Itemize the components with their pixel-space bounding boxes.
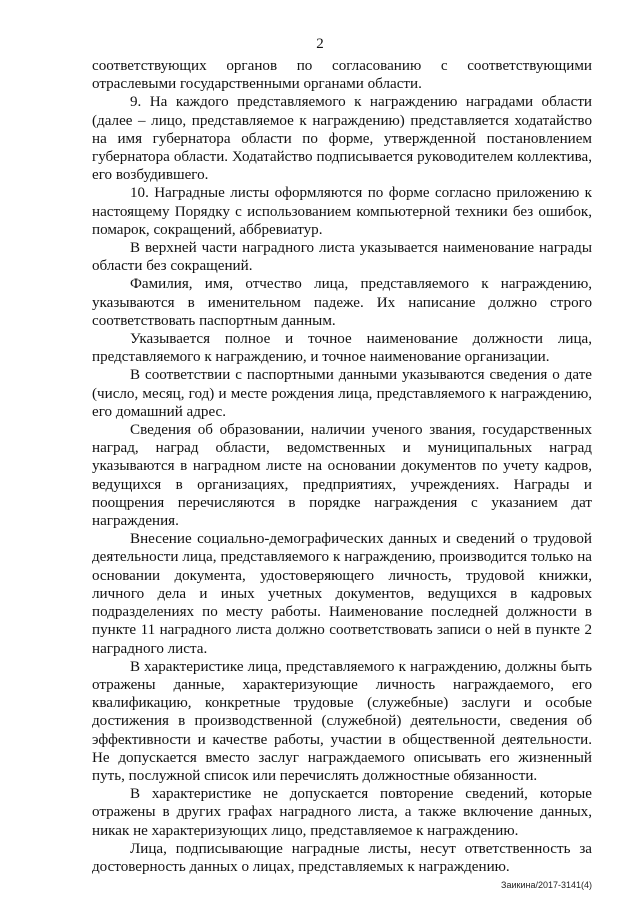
paragraph-work-history: Внесение социально-демографических данных и сведений о трудовой деятельности лица, представляемого к награждению, производится только на основании документа, удостоверяющего личность, трудовой книжки, личного дела и иных учетных документов, ведущихся в кадровых подразделениях по месту работы. Наименование последней должности в пункте 11 наградного листа должно соответствовать записи о ней в пункте 2 наградного листа.: [92, 531, 592, 657]
paragraph-award-name: В верхней части наградного листа указывается наименование награды области без сокращений.: [92, 240, 592, 275]
paragraph-birth-data: В соответствии с паспортными данными указываются сведения о дате (число, месяц, год) и месте рождения лица, представляемого к награждению, его домашний адрес.: [92, 367, 592, 420]
paragraph-characteristic: В характеристике лица, представляемого к награждению, должны быть отражены данные, характеризующие личность награждаемого, его квалификацию, конкретные трудовые (служебные) заслуги и особые достижения в производственной (служебной) деятельности, сведения об эффективности и качестве работы, участии в общественной деятельности. Не допускается вместо заслуг награждаемого описывать его жизненный путь, послужной список или перечислять должностные обязанности.: [92, 658, 592, 784]
paragraph-continuation: соответствующих органов по согласованию с соответствующими отраслевыми государственными органами области.: [92, 58, 592, 93]
document-body: [92, 57, 592, 876]
paragraph-full-name: Фамилия, имя, отчество лица, представляемого к награждению, указываются в именительном падеже. Их написание должно строго соответствовать паспортным данным.: [92, 276, 592, 329]
page-number: 2: [316, 36, 324, 52]
paragraph-education-awards: Сведения об образовании, наличии ученого звания, государственных наград, наград области, ведомственных и муниципальных наград указываются в наградном листе на основании документов по учету кадров, ведущихся в организациях, предприятиях, учреждениях. Награды и поощрения перечисляются в порядке награждения с указанием дат награждения.: [92, 422, 592, 530]
paragraph-item-10: 10. Наградные листы оформляются по форме согласно приложению к настоящему Порядку с использованием компьютерной техники без ошибок, помарок, сокращений, аббревиатур.: [92, 185, 592, 238]
document-code: Заикина/2017-3141(4): [501, 880, 592, 890]
paragraph-position: Указывается полное и точное наименование должности лица, представляемого к награждению, и точное наименование организации.: [92, 331, 592, 366]
paragraph-item-9: 9. На каждого представляемого к награждению наградами области (далее – лицо, представляемое к награждению) представляется ходатайство на имя губернатора области по форме, утвержденной постановлением губернатора области. Ходатайство подписывается руководителем коллектива, его возбудившего.: [92, 94, 592, 184]
paragraph-no-repetition: В характеристике не допускается повторение сведений, которые отражены в других графах наградного листа, а также включение данных, никак не характеризующих лицо, представляемое к награждению.: [92, 786, 592, 839]
paragraph-responsibility: Лица, подписывающие наградные листы, несут ответственность за достоверность данных о лицах, представляемых к награждению.: [92, 840, 592, 875]
